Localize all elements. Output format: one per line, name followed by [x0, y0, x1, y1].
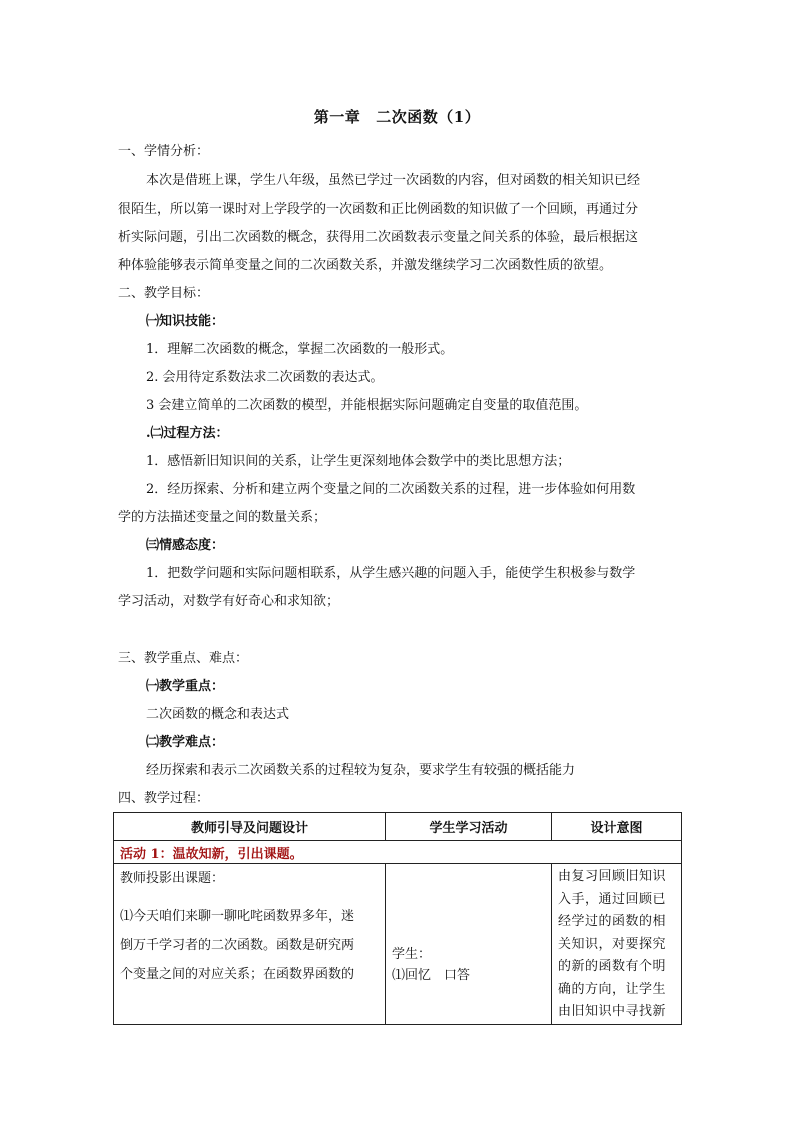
paragraph-line: 种体验能够表示简单变量之间的二次函数关系，并激发继续学习二次函数性质的欲望。 — [118, 258, 613, 273]
teacher-line: ⑴今天咱们来聊一聊叱咤函数界多年，迷 — [120, 909, 355, 924]
paragraph-line: 很陌生，所以第一课时对上学段学的一次函数和正比例函数的知识做了一个回顾，再通过分 — [118, 202, 639, 217]
activity-title: 活动 1：温故知新，引出课题。 — [114, 841, 682, 864]
student-cell — [386, 864, 552, 1025]
paragraph-line: 析实际问题，引出二次函数的概念，获得用二次函数表示变量之间关系的体验，最后根据这 — [118, 230, 639, 245]
student-line: 学生： — [392, 947, 432, 962]
page-title — [0, 106, 794, 127]
paragraph-line: 本次是借班上课，学生八年级，虽然已学过一次函数的内容，但对函数的相关知识已经 — [146, 173, 641, 188]
difficulty-text: 经历探索和表示二次函数关系的过程较为复杂，要求学生有较强的概括能力 — [146, 763, 576, 778]
subheading-keypoint: ㈠教学重点： — [146, 679, 225, 694]
intent-line: 的新的函数有个明 — [558, 959, 667, 974]
header-student: 学生学习活动 — [386, 813, 552, 841]
teacher-line: 倒万千学习者的二次函数。函数是研究两 — [120, 938, 355, 953]
goal-item: 1．感悟新旧知识间的关系，让学生更深刻地体会数学中的类比思想方法； — [146, 454, 571, 469]
teacher-line: 教师投影出课题： — [120, 871, 225, 886]
section-heading-analysis: 一、学情分析： — [118, 144, 210, 159]
intent-line: 确的方向，让学生 — [558, 981, 667, 997]
section-heading-keypoints: 三、教学重点、难点： — [118, 651, 249, 666]
table-row-activity — [114, 841, 682, 864]
header-teacher: 教师引导及问题设计 — [114, 813, 386, 841]
goal-item: 1．把数学问题和实际问题相联系，从学生感兴趣的问题入手，能使学生积极参与数学 — [146, 566, 636, 581]
goal-item-continued: 学的方法描述变量之间的数量关系； — [118, 510, 327, 525]
keypoint-text: 二次函数的概念和表达式 — [146, 707, 290, 722]
teaching-process-table — [113, 812, 682, 1025]
intent-line: 入手，通过回顾已 — [558, 891, 667, 907]
student-line: ⑴回忆 口答 — [392, 968, 471, 983]
subheading-process: .㈡过程方法： — [146, 426, 229, 441]
subheading-difficulty: ㈡教学难点： — [146, 735, 225, 750]
goal-item: 3 会建立简单的二次函数的模型，并能根据实际问题确定自变量的取值范围。 — [146, 398, 588, 413]
teacher-line: 个变量之间的对应关系；在函数界函数的 — [120, 967, 355, 982]
intent-cell — [552, 864, 682, 1025]
intent-line: 由复习回顾旧知识 — [558, 869, 667, 884]
title-topic: 二次函数（1） — [376, 108, 481, 126]
intent-line: 由旧知识中寻找新 — [558, 1004, 667, 1019]
section-heading-process: 四、教学过程： — [118, 791, 210, 806]
teacher-cell — [114, 864, 386, 1025]
title-chapter: 第一章 — [313, 108, 361, 126]
header-intent: 设计意图 — [552, 813, 682, 841]
subheading-knowledge: ㈠知识技能： — [146, 314, 225, 329]
table-row — [114, 864, 682, 1025]
table-header-row — [114, 813, 682, 841]
goal-item: 2．经历探索、分析和建立两个变量之间的二次函数关系的过程，进一步体验如何用数 — [146, 482, 636, 497]
intent-line: 关知识，对要探究 — [558, 936, 667, 952]
goal-item: 1．理解二次函数的概念，掌握二次函数的一般形式。 — [146, 342, 454, 357]
goal-item: 2. 会用待定系数法求二次函数的表达式。 — [146, 370, 384, 385]
section-heading-goals: 二、教学目标： — [118, 286, 210, 301]
subheading-attitude: ㈢情感态度： — [146, 538, 225, 553]
intent-line: 经学过的函数的相 — [558, 914, 667, 929]
goal-item-continued: 学习活动，对数学有好奇心和求知欲； — [118, 594, 340, 609]
